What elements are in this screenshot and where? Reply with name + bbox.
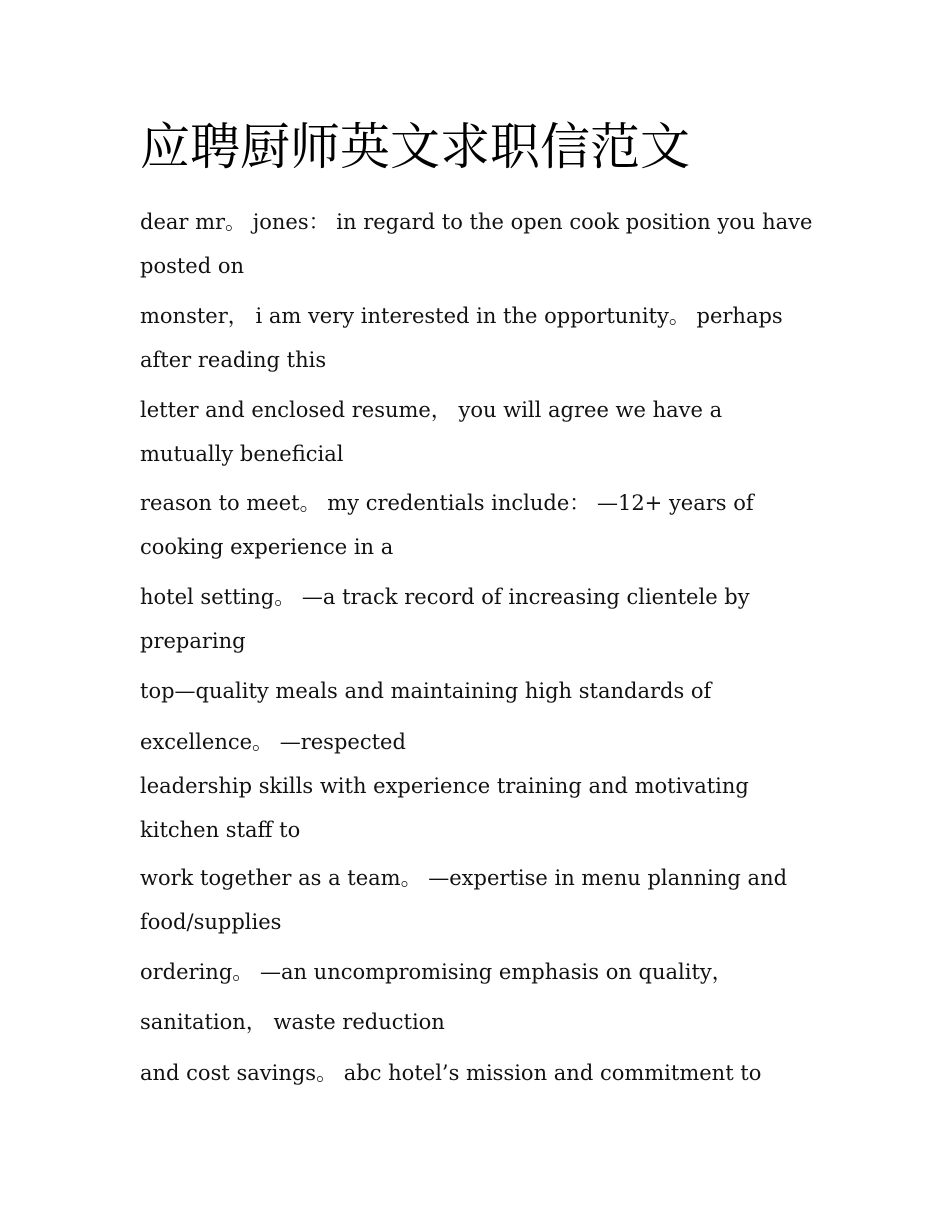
paragraph: hotel setting。 —a track record of increasing clientele by preparing	[140, 585, 750, 653]
paragraph: leadership skills with experience training and motivating kitchen staff to	[140, 774, 749, 842]
paragraph: monster， i am very interested in the opportunity。 perhaps after reading this	[140, 304, 783, 372]
paragraph: sanitation， waste reduction	[140, 1010, 445, 1034]
paragraph: excellence。 —respected	[140, 730, 406, 754]
paragraph: letter and enclosed resume， you will agree we have a mutually beneficial	[140, 398, 723, 466]
paragraph: reason to meet。 my credentials include： —12+ years of cooking experience in a	[140, 491, 754, 559]
paragraph: and cost savings。 abc hotel’s mission and commitment to	[140, 1061, 762, 1085]
document-title: 应聘厨师英文求职信范文	[140, 118, 690, 176]
paragraph: dear mr。 jones： in regard to the open cook position you have posted on	[140, 210, 813, 278]
paragraph: work together as a team。 —expertise in menu planning and food/supplies	[140, 866, 788, 934]
paragraph: ordering。 —an uncompromising emphasis on quality，	[140, 960, 733, 984]
paragraph: top—quality meals and maintaining high standards of	[140, 679, 712, 703]
